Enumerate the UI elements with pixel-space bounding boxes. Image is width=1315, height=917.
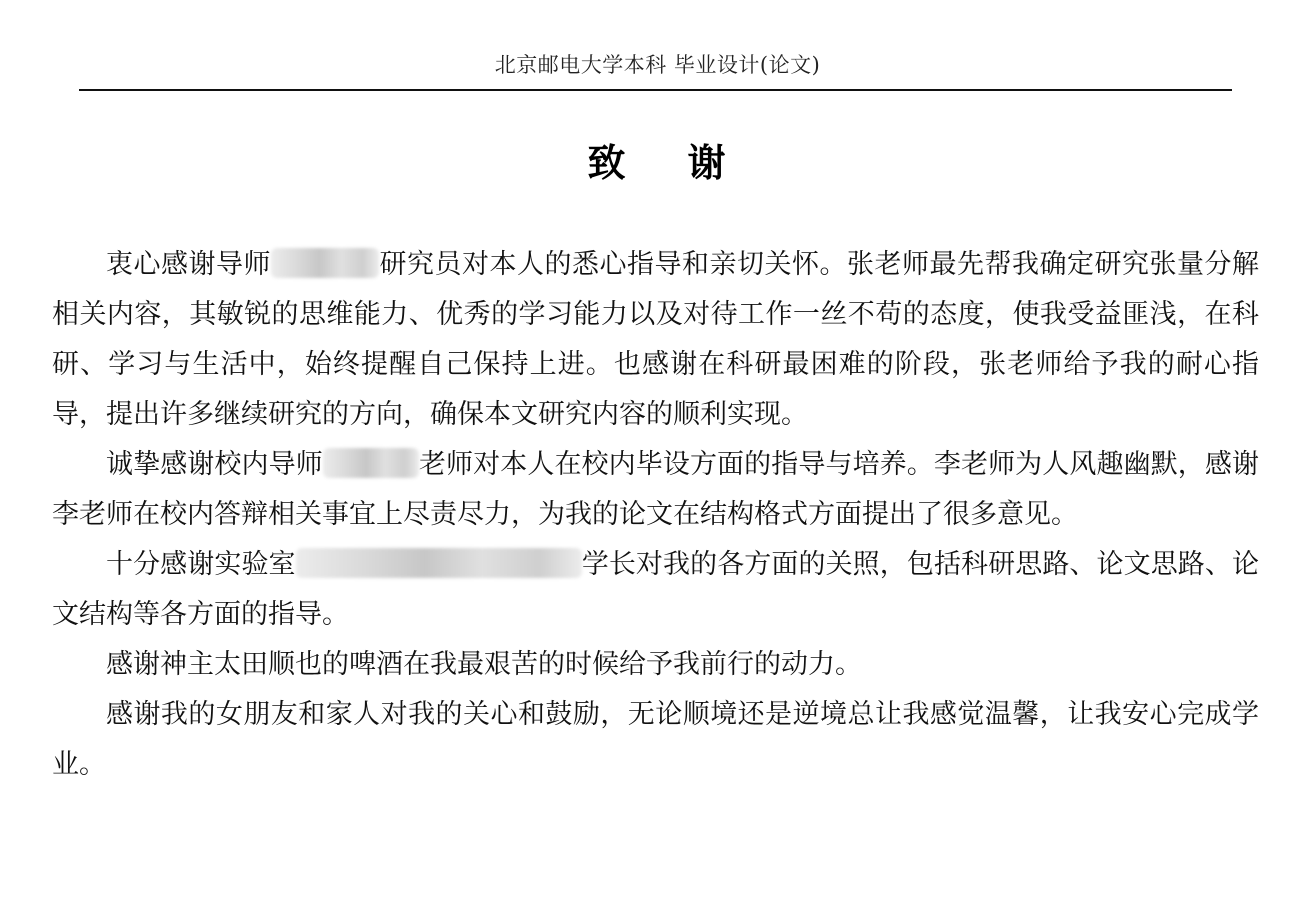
redacted-name	[271, 248, 379, 278]
running-header: 北京邮电大学本科 毕业设计(论文)	[494, 53, 821, 77]
header-rule	[79, 89, 1232, 91]
body-text	[52, 240, 1259, 790]
title-char-2: 谢	[687, 141, 728, 185]
paragraph-school-advisor-before: 诚挚感谢校内导师	[106, 449, 323, 480]
paragraph-lab-before: 十分感谢实验室	[106, 549, 296, 580]
paragraph-lab-after: 学长对我的各方面的关照，包括科研思路、论文思路、论文结构等各方面的指导。	[52, 549, 1259, 630]
page-title	[0, 138, 1315, 188]
paragraph-lab	[52, 540, 1259, 640]
paragraph-advisor	[52, 240, 1259, 440]
redacted-names	[296, 548, 582, 578]
title-char-1: 致	[587, 141, 628, 185]
paragraph-beer: 感谢神主太田顺也的啤酒在我最艰苦的时候给予我前行的动力。	[106, 649, 862, 680]
paragraph-advisor-before: 衷心感谢导师	[106, 249, 271, 280]
paragraph-advisor-after: 研究员对本人的悉心指导和亲切关怀。张老师最先帮我确定研究张量分解相关内容，其敏锐的思维能力、优秀的学习能力以及对待工作一丝不苟的态度，使我受益匪浅，在科研、学习与生活中，始终提醒自己保持上进。也感谢在科研最困难的阶段，张老师给予我的耐心指导，提出许多继续研究的方向，确保本文研究内容的顺利实现。	[52, 249, 1259, 430]
paragraph-school-advisor	[52, 440, 1259, 540]
paragraph-school-advisor-after: 老师对本人在校内毕设方面的指导与培养。李老师为人风趣幽默，感谢李老师在校内答辩相关事宜上尽责尽力，为我的论文在结构格式方面提出了很多意见。	[52, 449, 1260, 530]
redacted-name	[323, 448, 419, 478]
paragraph-family: 感谢我的女朋友和家人对我的关心和鼓励，无论顺境还是逆境总让我感觉温馨，让我安心完成学业。	[52, 699, 1259, 780]
